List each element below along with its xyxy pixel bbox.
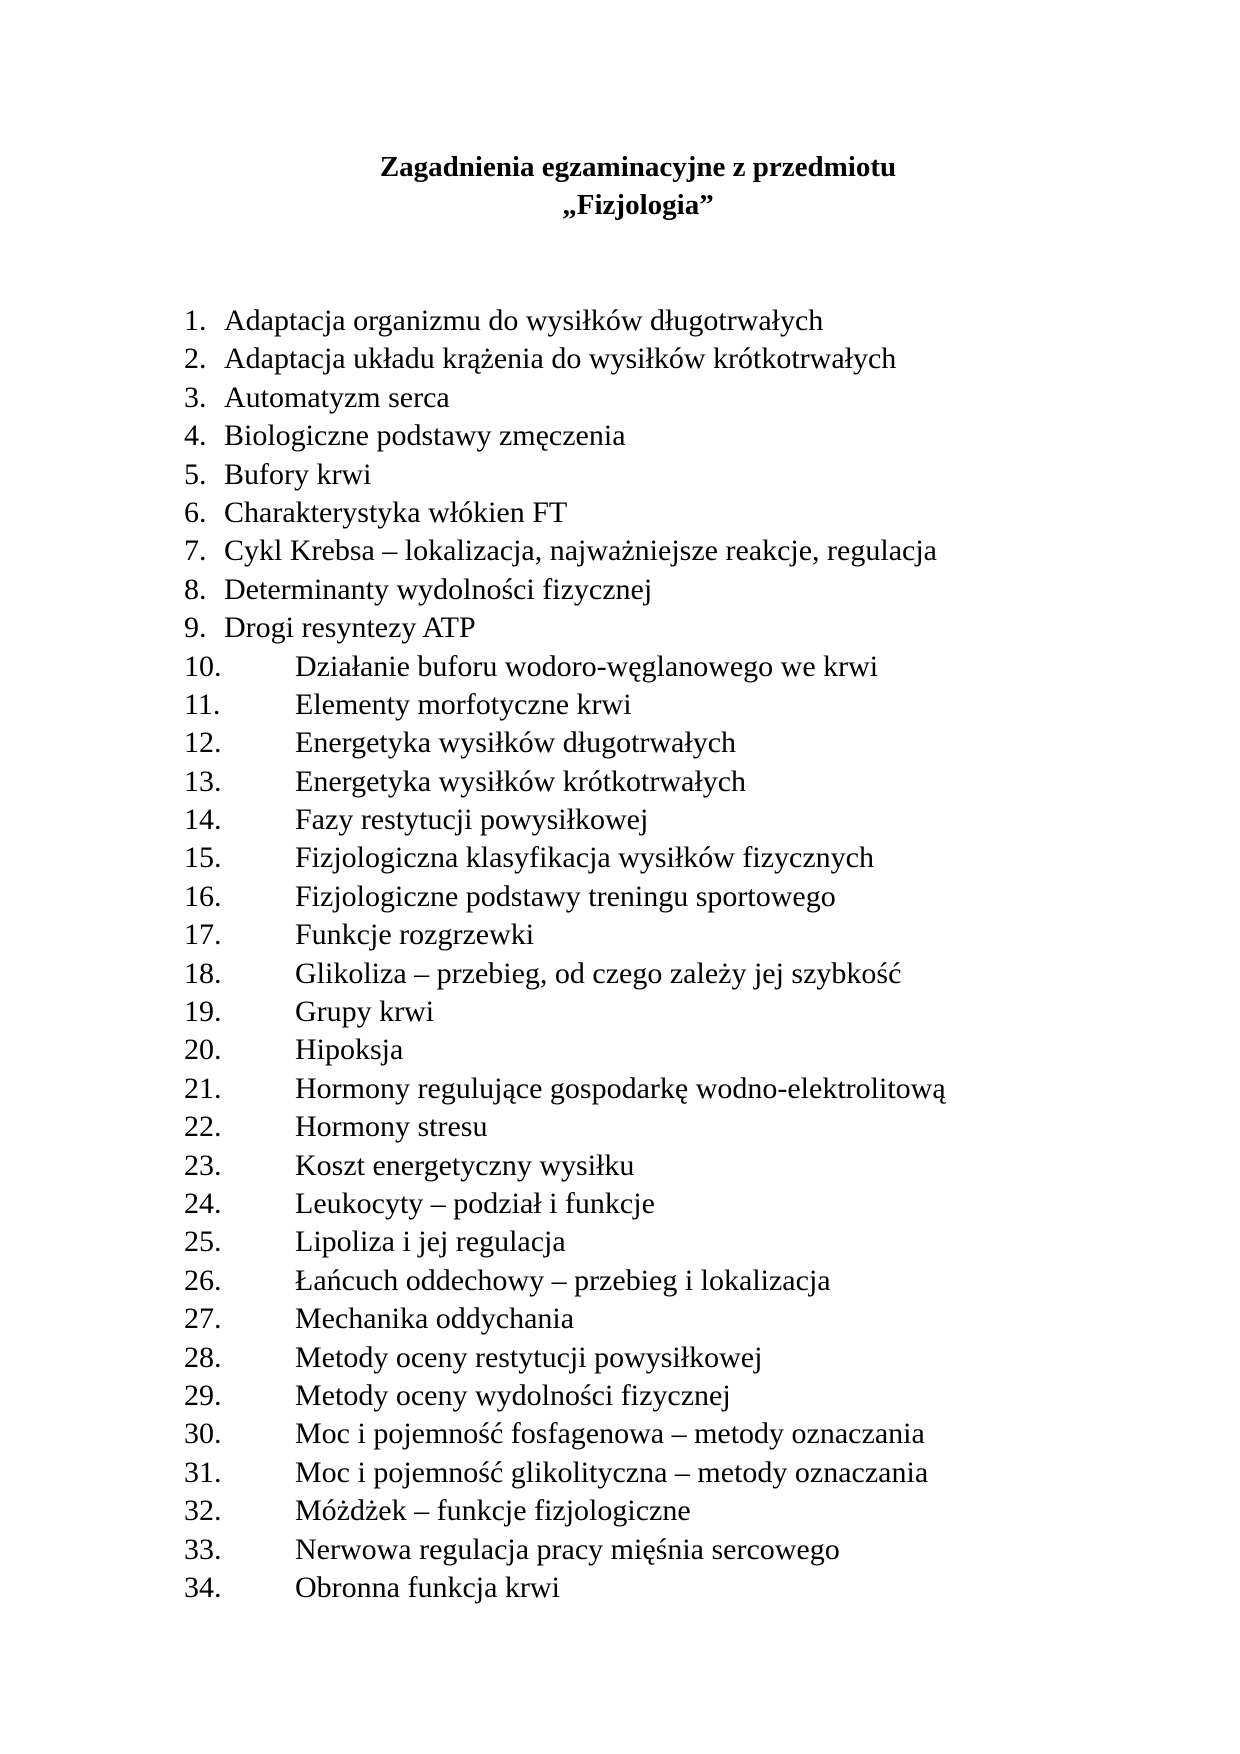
list-item-text: Drogi resyntezy ATP (224, 611, 476, 645)
list-item-number: 21. (184, 1071, 222, 1105)
list-item-number: 7. (184, 534, 207, 568)
list-item (184, 1031, 1184, 1069)
list-item-number: 18. (184, 956, 222, 990)
list-item (184, 955, 1184, 993)
list-item-number: 8. (184, 572, 207, 606)
list-item-number: 11. (184, 687, 221, 721)
topics-list (184, 302, 1184, 1607)
list-item-text: Fizjologiczna klasyfikacja wysiłków fizycznych (295, 841, 874, 875)
list-item (184, 609, 1184, 647)
list-item-number: 30. (184, 1417, 222, 1451)
list-item-text: Móżdżek – funkcje fizjologiczne (295, 1494, 691, 1528)
list-item-text: Hormony regulujące gospodarkę wodno-elektrolitową (295, 1071, 946, 1105)
list-item-number: 1. (184, 304, 207, 337)
page-title (0, 148, 1240, 224)
list-item (184, 993, 1184, 1031)
list-item (184, 763, 1184, 801)
list-item (184, 1185, 1184, 1223)
list-item (184, 1339, 1184, 1377)
list-item-text: Biologiczne podstawy zmęczenia (224, 419, 626, 453)
list-item-number: 13. (184, 764, 222, 798)
list-item-text: Leukocyty – podział i funkcje (295, 1186, 655, 1220)
list-item-number: 3. (184, 380, 207, 414)
list-item (184, 532, 1184, 570)
list-item (184, 1300, 1184, 1338)
list-item-text: Moc i pojemność fosfagenowa – metody oznaczania (295, 1417, 925, 1451)
list-item (184, 724, 1184, 762)
list-item-text: Funkcje rozgrzewki (295, 918, 535, 952)
title-line-2: „Fizjologia” (562, 189, 714, 221)
list-item (184, 839, 1184, 877)
list-item-text: Mechanika oddychania (295, 1302, 575, 1336)
list-item (184, 1377, 1184, 1415)
list-item-number: 34. (184, 1570, 222, 1604)
list-item-text: Hipoksja (295, 1033, 404, 1067)
list-item (184, 456, 1184, 494)
list-item-number: 4. (184, 419, 207, 453)
list-item-number: 10. (184, 649, 222, 683)
list-item (184, 1492, 1184, 1530)
list-item-text: Automatyzm serca (224, 380, 450, 414)
list-item-text: Elementy morfotyczne krwi (295, 687, 632, 721)
list-item-text: Lipoliza i jej regulacja (295, 1225, 566, 1259)
list-item (184, 1569, 1184, 1607)
list-item-text: Bufory krwi (224, 457, 372, 491)
list-item-number: 20. (184, 1033, 222, 1067)
list-item-number: 22. (184, 1110, 222, 1144)
list-item-text: Działanie buforu wodoro-węglanowego we krwi (295, 649, 879, 683)
list-item (184, 379, 1184, 417)
list-item-number: 28. (184, 1340, 222, 1374)
list-item-number: 27. (184, 1302, 222, 1336)
list-item (184, 878, 1184, 916)
title-line-1: Zagadnienia egzaminacyjne z przedmiotu (379, 151, 897, 183)
list-item (184, 916, 1184, 954)
list-item-text: Metody oceny restytucji powysiłkowej (295, 1340, 763, 1374)
list-item (184, 417, 1184, 455)
list-item-number: 23. (184, 1148, 222, 1182)
list-item-text: Metody oceny wydolności fizycznej (295, 1378, 731, 1412)
list-item (184, 1147, 1184, 1185)
list-item-number: 2. (184, 342, 207, 376)
list-item-text: Energetyka wysiłków długotrwałych (295, 726, 737, 760)
list-item-number: 6. (184, 495, 207, 529)
list-item-text: Koszt energetyczny wysiłku (295, 1148, 635, 1182)
list-item (184, 494, 1184, 532)
list-item-text: Fazy restytucji powysiłkowej (295, 803, 649, 837)
list-item-text: Adaptacja organizmu do wysiłków długotrwałych (224, 304, 824, 337)
list-item-number: 16. (184, 879, 222, 913)
list-item (184, 1223, 1184, 1261)
list-item-text: Charakterystyka włókien FT (224, 495, 568, 529)
list-item-text: Cykl Krebsa – lokalizacja, najważniejsze reakcje, regulacja (224, 534, 937, 568)
list-item (184, 801, 1184, 839)
list-item-number: 33. (184, 1532, 222, 1566)
list-item-number: 17. (184, 918, 222, 952)
list-item-number: 25. (184, 1225, 222, 1259)
list-item (184, 648, 1184, 686)
list-item-number: 24. (184, 1186, 222, 1220)
list-item-number: 26. (184, 1263, 222, 1297)
list-item (184, 340, 1184, 378)
list-item (184, 1531, 1184, 1569)
list-item-text: Łańcuch oddechowy – przebieg i lokalizacja (295, 1263, 831, 1297)
list-item-text: Moc i pojemność glikolityczna – metody oznaczania (295, 1455, 929, 1489)
list-item (184, 1108, 1184, 1146)
list-item (184, 1262, 1184, 1300)
list-item-text: Hormony stresu (295, 1110, 488, 1144)
list-item-number: 9. (184, 611, 207, 645)
list-item-number: 12. (184, 726, 222, 760)
list-item-number: 32. (184, 1494, 222, 1528)
list-item-text: Determinanty wydolności fizycznej (224, 572, 653, 606)
list-item-number: 19. (184, 995, 222, 1029)
list-item (184, 686, 1184, 724)
list-item-number: 5. (184, 457, 207, 491)
list-item-text: Adaptacja układu krążenia do wysiłków krótkotrwałych (224, 342, 897, 376)
list-item (184, 571, 1184, 609)
list-item-text: Energetyka wysiłków krótkotrwałych (295, 764, 747, 798)
list-item-number: 15. (184, 841, 222, 875)
list-item (184, 1454, 1184, 1492)
list-item-text: Obronna funkcja krwi (295, 1570, 560, 1604)
list-item-text: Fizjologiczne podstawy treningu sportowego (295, 879, 836, 913)
list-item (184, 1070, 1184, 1108)
list-item (184, 1415, 1184, 1453)
list-item-number: 29. (184, 1378, 222, 1412)
list-item-number: 31. (184, 1455, 222, 1489)
list-item-text: Glikoliza – przebieg, od czego zależy jej szybkość (295, 956, 902, 990)
list-item-text: Nerwowa regulacja pracy mięśnia sercowego (295, 1532, 840, 1566)
list-item (184, 302, 1184, 340)
list-item-text: Grupy krwi (295, 995, 435, 1029)
list-item-number: 14. (184, 803, 222, 837)
